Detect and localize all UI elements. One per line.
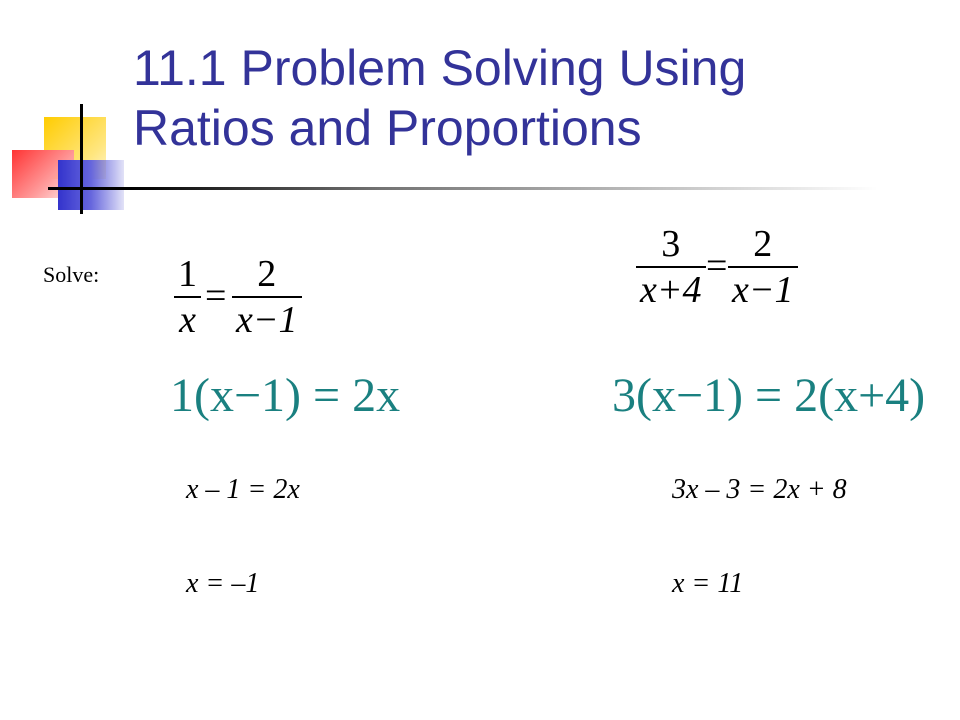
solve-label: Solve: xyxy=(43,262,100,287)
left-fraction-1-numerator: 1 xyxy=(178,253,197,295)
left-cross-multiplied-equation: 1(x−1) = 2x xyxy=(170,369,401,422)
right-step-1: 3x – 3 = 2x + 8 xyxy=(672,474,847,505)
title-underline xyxy=(48,187,878,190)
right-fraction-1 xyxy=(636,222,706,312)
logo-blue-square xyxy=(58,160,124,210)
left-equals-sign: = xyxy=(205,275,227,317)
left-fraction-2-denominator: x−1 xyxy=(236,299,298,341)
left-fraction-2-numerator: 2 xyxy=(257,253,277,295)
logo-vertical-line xyxy=(80,104,83,214)
left-step-2: x = –1 xyxy=(186,568,260,599)
left-fraction-1 xyxy=(174,252,201,342)
left-fraction-1-denominator: x xyxy=(179,299,196,341)
right-equals-sign: = xyxy=(706,245,728,287)
right-cross-multiplied-equation: 3(x−1) = 2(x+4) xyxy=(612,369,926,422)
title-line-1: 11.1 Problem Solving Using xyxy=(133,40,747,96)
slide-title xyxy=(133,38,746,158)
right-step-2: x = 11 xyxy=(672,568,744,599)
right-fraction-1-numerator: 3 xyxy=(661,223,681,265)
left-step-1: x – 1 = 2x xyxy=(186,474,300,505)
right-fraction-1-denominator: x+4 xyxy=(640,269,702,311)
right-fraction-2 xyxy=(728,222,798,312)
title-line-2: Ratios and Proportions xyxy=(133,100,642,156)
left-fraction-2 xyxy=(232,252,302,342)
right-fraction-2-numerator: 2 xyxy=(753,223,773,265)
right-fraction-2-denominator: x−1 xyxy=(732,269,794,311)
